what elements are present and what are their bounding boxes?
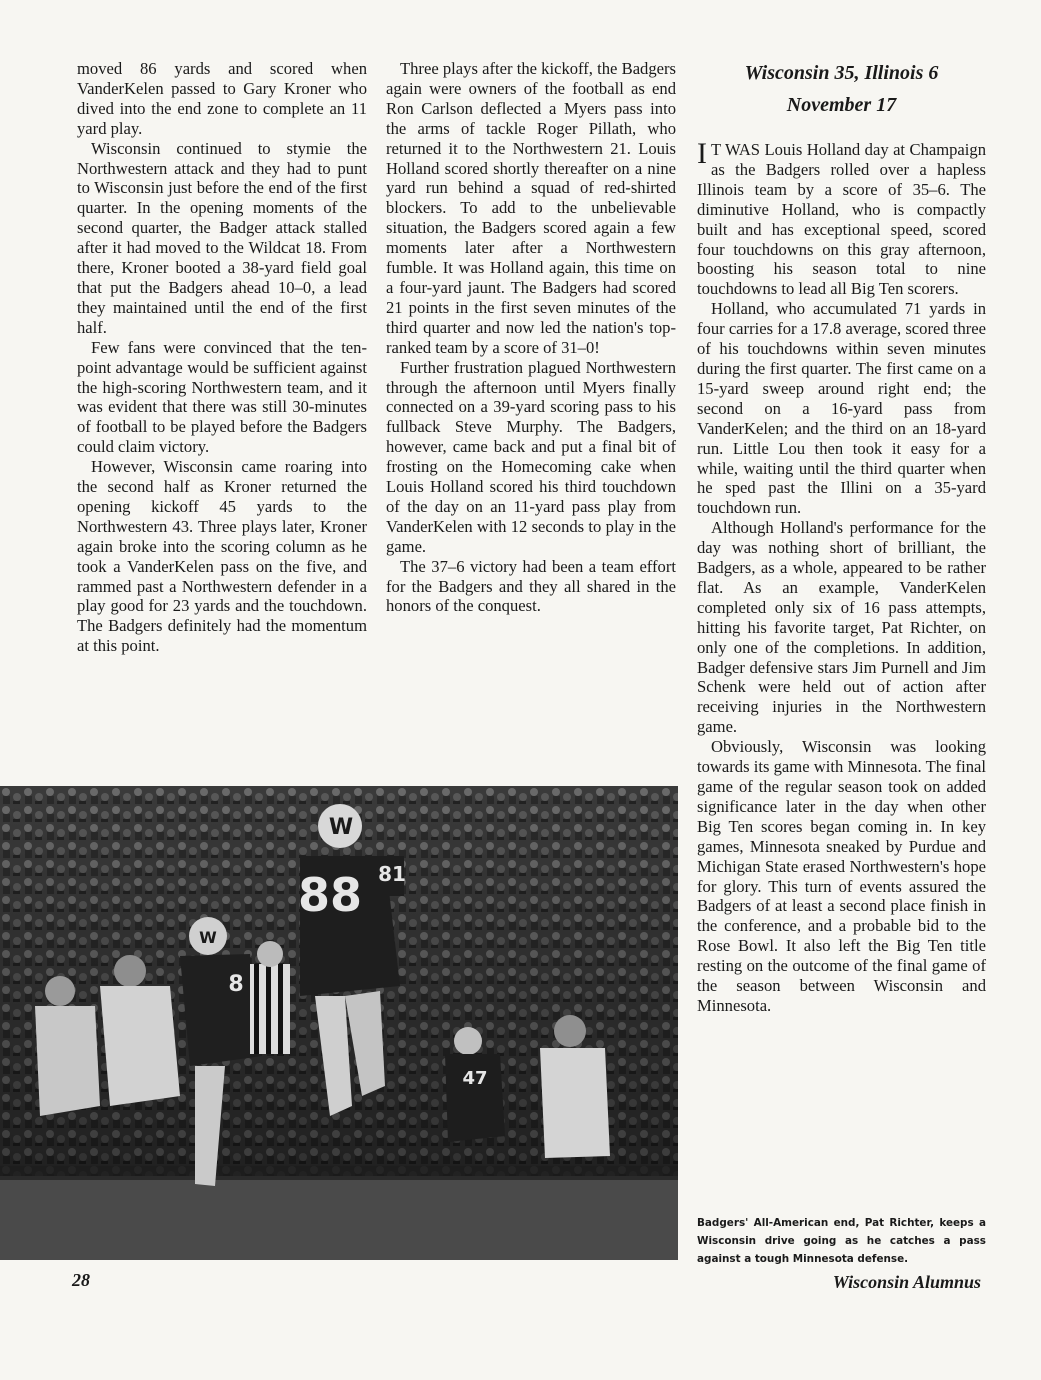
football-game-photo (0, 786, 678, 1260)
jersey-number-88: 88 (297, 868, 363, 922)
paragraph: However, Wisconsin came roaring into the second half as Kroner returned the opening kickoff 45 yards to the Northwestern 43. Three plays later, Kroner again broke into the scoring column as he took a VanderKelen pass on the five, and rammed past a Northwestern defender in a play good for 23 yards and the touchdown. The Badgers definitely had the momentum at this point. (77, 457, 367, 656)
paragraph: Few fans were convinced that the ten-point advantage would be sufficient against the high-scoring Northwestern team, and it was evident that there was still 30-minutes of football to be played before the Badgers could claim victory. (77, 337, 367, 457)
paragraph: The 37–6 victory had been a team effort for the Badgers and they all shared in the honors of the conquest. (386, 556, 676, 616)
lead-paragraph (697, 137, 986, 299)
paragraph: moved 86 yards and scored when VanderKelen passed to Gary Kroner who dived into the end zone to complete an 11 yard play. (77, 59, 367, 138)
paragraph: Holland, who accumulated 71 yards in four carries for a 17.8 average, scored three of his touchdowns within seven minutes during the first quarter. The first came on a 15-yard sweep around right end; the second on a 16-yard pass from VanderKelen; and the third on an 18-yard run. Little Lou then took it easy for a while, waiting until the third quarter when he sped past the Illini on a 35-yard touchdown run. (697, 299, 986, 518)
jersey-number-47: 47 (462, 1068, 488, 1089)
paragraph: Wisconsin continued to stymie the Northwestern attack and they had to punt to Wisconsin just before the end of the first quarter. In the opening moments of the second quarter, the Badger attack stalled after it had moved to the Wildcat 18. From there, Kroner booted a 38-yard field goal that put the Badgers ahead 10–0, a lead they maintained until the end of the first half. (77, 138, 367, 337)
helmet-logo: W (199, 928, 217, 947)
jersey-number-8: 8 (228, 972, 244, 997)
article-column-3 (697, 137, 986, 1016)
paragraph: Further frustration plagued Northwestern through the afternoon until Myers finally connected on a 39-yard scoring pass to his fullback Steve Murphy. The Badgers, however, came back and put a final bit of frosting on the Homecoming cake when Louis Holland scored his third touchdown of the day on an 11-yard pass play from VanderKelen with 12 seconds to play in the game. (386, 357, 676, 556)
article-column-1 (77, 59, 367, 656)
photo-caption: Badgers' All-American end, Pat Richter, keeps a Wisconsin drive going as he catches a pass against a tough Minnesota defense. (697, 1217, 986, 1265)
photo-illustration (0, 786, 678, 1260)
section-heading-score: Wisconsin 35, Illinois 6 (744, 62, 939, 84)
article-column-2 (386, 59, 676, 616)
paragraph: Three plays after the kickoff, the Badgers again were owners of the football as end Ron Carlson deflected a Myers pass into the arms of tackle Roger Pillath, who returned it to the Northwestern 21. Louis Holland scored shortly thereafter on a nine yard run behind a squad of red-shirted blockers. To add to the unbelievable situation, the Badgers scored again a few moments later after a Northwestern fumble. It was Holland again, this time on a four-yard jaunt. The Badgers had scored 21 points in the first seven minutes of the third quarter and now led the nation's top-ranked team by a score of 31–0! (386, 59, 676, 357)
helmet-logo: W (328, 815, 354, 840)
paragraph: Although Holland's performance for the day was nothing short of brilliant, the Badgers, as a whole, appeared to be rather flat. As an example, VanderKelen completed only six of 16 pass attempts, hitting his favorite target, Pat Richter, on only one of the completions. In addition, Badger defensive stars Jim Purnell and Jim Schenk were held out of action after receiving injuries in the Northwestern game. (697, 518, 986, 737)
section-heading-date: November 17 (786, 94, 897, 116)
page-number: 28 (72, 1270, 90, 1290)
lead-text: T WAS Louis Holland day at Champaign as the Badgers rolled over a hapless Illinois team by a score of 35–6. The diminutive Holland, who is compactly built and has exceptional speed, scored four touchdowns on this gray afternoon, boosting his season total to nine touchdowns to lead all Big Ten scorers. (697, 140, 986, 299)
drop-cap: I (697, 137, 707, 170)
jersey-number-81: 81 (378, 862, 406, 886)
paragraph: Obviously, Wisconsin was looking towards its game with Minnesota. The final game of the regular season took on added significance later in the day when other Big Ten scores began coming in. In key games, Minnesota sneaked by Purdue and Michigan State erased Northwestern's hope for glory. This turn of events assured the Badgers of at least a second place finish in the conference, and a probable bid to the Rose Bowl. It also left the Big Ten title resting on the outcome of the final game of the season between Wisconsin and Minnesota. (697, 737, 986, 1015)
publication-name: Wisconsin Alumnus (832, 1272, 981, 1292)
